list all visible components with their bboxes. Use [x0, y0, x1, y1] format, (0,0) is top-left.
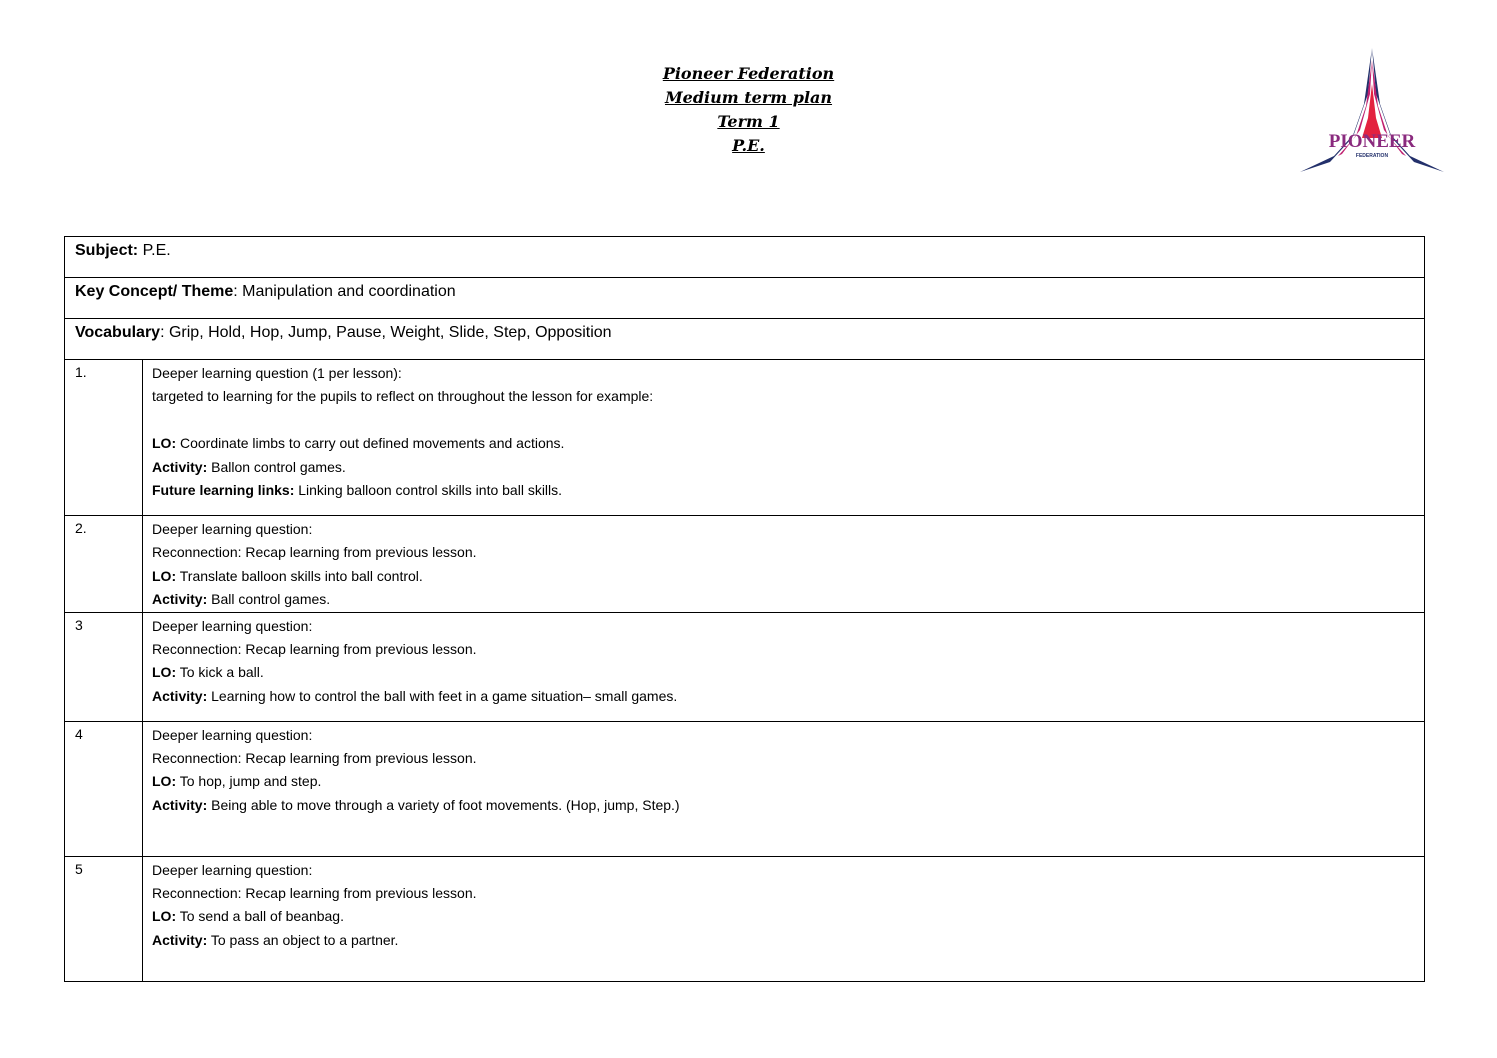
lo-label: LO: [152, 908, 177, 925]
lo-text: To send a ball of beanbag. [176, 908, 344, 925]
logo-text: PIONEER [1328, 131, 1416, 152]
lesson-content [143, 612, 1425, 721]
activity-text: Being able to move through a variety of foot movements. (Hop, jump, Step.) [207, 796, 680, 813]
lesson-question: Deeper learning question: [152, 617, 313, 634]
lesson-question: Deeper learning question: [152, 726, 313, 743]
logo-subtext: FEDERATION [1355, 153, 1389, 159]
lesson-reconnection: Reconnection: Recap learning from previous lesson. [152, 750, 477, 767]
future-text: Linking balloon control skills into ball skills. [294, 482, 563, 499]
activity-label: Activity: [152, 687, 208, 704]
subject-cell [65, 237, 1425, 278]
lesson-reconnection: Reconnection: Recap learning from previous lesson. [152, 641, 477, 658]
activity-label: Activity: [152, 591, 208, 608]
lo-label: LO: [152, 435, 177, 452]
subject-row [65, 237, 1425, 278]
key-concept-row [65, 278, 1425, 319]
lesson-activity [152, 929, 1415, 952]
lo-label: LO: [152, 773, 177, 790]
vocabulary-row [65, 319, 1425, 360]
lesson-question: Deeper learning question (1 per lesson): [152, 365, 402, 381]
lo-label: LO: [152, 567, 177, 584]
lesson-number: 2. [65, 516, 143, 613]
header-subject: P.E. [732, 136, 765, 155]
lesson-reconnection: Reconnection: Recap learning from previous lesson. [152, 544, 477, 561]
lesson-activity [152, 456, 1415, 479]
lesson-number: 5 [65, 856, 143, 981]
lesson-activity [152, 685, 1415, 708]
lesson-objective [152, 770, 1415, 793]
lesson-number: 1. [65, 360, 143, 516]
lesson-reconnection: Reconnection: Recap learning from previous lesson. [152, 885, 477, 902]
activity-label: Activity: [152, 796, 208, 813]
header-term: Term 1 [717, 112, 780, 131]
lesson-row-4 [65, 721, 1425, 856]
lesson-content [143, 516, 1425, 613]
lesson-objective [152, 432, 1415, 455]
lesson-question: Deeper learning question: [152, 861, 313, 878]
lesson-objective [152, 905, 1415, 928]
lo-text: To hop, jump and step. [176, 773, 322, 790]
lesson-content [143, 360, 1425, 516]
lesson-future-links [152, 479, 1415, 502]
activity-text: Learning how to control the ball with feet in a game situation– small games. [207, 687, 678, 704]
lesson-content [143, 856, 1425, 981]
lesson-number: 3 [65, 612, 143, 721]
document-header [0, 62, 1497, 158]
subject-value: P.E. [138, 242, 171, 259]
header-plan-type: Medium term plan [664, 88, 833, 107]
lesson-activity [152, 794, 1415, 817]
lo-text: To kick a ball. [176, 664, 264, 681]
subject-label: Subject: [75, 242, 139, 259]
spacer [152, 409, 1415, 432]
lesson-objective [152, 565, 1415, 588]
key-concept-value: : Manipulation and coordination [233, 283, 456, 300]
lesson-row-3 [65, 612, 1425, 721]
plan-table [64, 236, 1425, 982]
lesson-row-2 [65, 516, 1425, 613]
activity-text: Ball control games. [207, 591, 331, 608]
header-federation: Pioneer Federation [662, 64, 835, 83]
lesson-content [143, 721, 1425, 856]
activity-label: Activity: [152, 458, 208, 475]
lesson-objective [152, 661, 1415, 684]
lesson-question-detail: targeted to learning for the pupils to reflect on throughout the lesson for example: [152, 388, 654, 405]
lesson-row-1 [65, 360, 1425, 516]
pioneer-logo [1294, 44, 1450, 176]
vocabulary-value: : Grip, Hold, Hop, Jump, Pause, Weight, Slide, Step, Opposition [160, 324, 612, 341]
lo-text: Translate balloon skills into ball control. [176, 567, 423, 584]
activity-text: To pass an object to a partner. [207, 931, 399, 948]
activity-text: Ballon control games. [207, 458, 346, 475]
activity-label: Activity: [152, 931, 208, 948]
key-concept-cell [65, 278, 1425, 319]
lesson-activity [152, 588, 1415, 611]
vocabulary-cell [65, 319, 1425, 360]
lo-text: Coordinate limbs to carry out defined movements and actions. [176, 435, 565, 452]
lo-label: LO: [152, 664, 177, 681]
vocabulary-label: Vocabulary [75, 324, 161, 341]
lesson-question: Deeper learning question: [152, 521, 313, 537]
key-concept-label: Key Concept/ Theme [75, 283, 234, 300]
future-label: Future learning links: [152, 482, 295, 499]
lesson-row-5 [65, 856, 1425, 981]
lesson-number: 4 [65, 721, 143, 856]
